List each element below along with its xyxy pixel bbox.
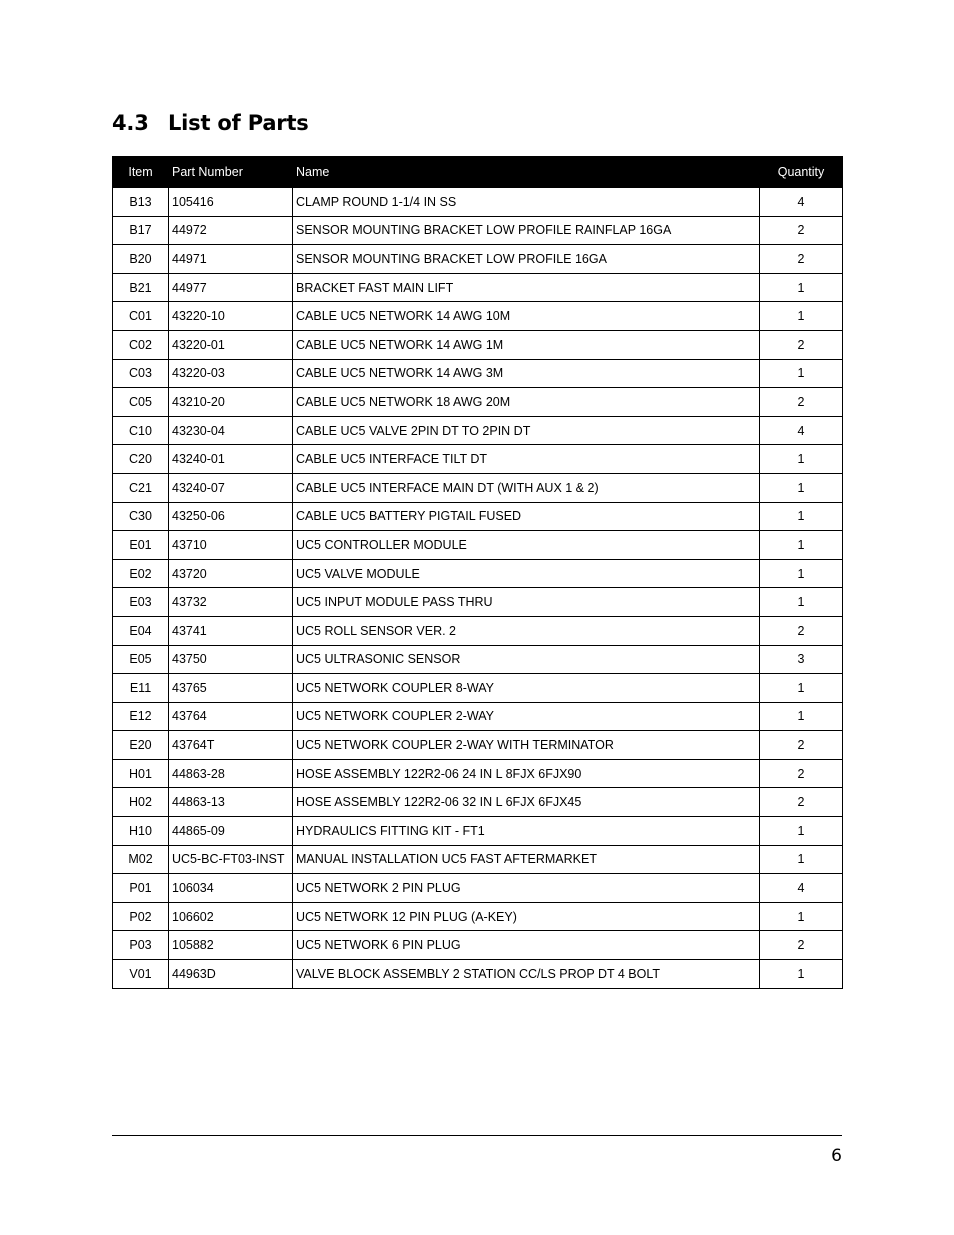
cell-quantity: 1 (760, 817, 843, 846)
cell-name: CABLE UC5 NETWORK 14 AWG 3M (293, 359, 760, 388)
cell-item: P02 (113, 902, 169, 931)
cell-part-number: 44971 (169, 245, 293, 274)
cell-part-number: 43741 (169, 616, 293, 645)
cell-quantity: 2 (760, 216, 843, 245)
cell-item: C03 (113, 359, 169, 388)
table-header-row (113, 157, 843, 188)
cell-part-number: 43240-01 (169, 445, 293, 474)
cell-name: UC5 VALVE MODULE (293, 559, 760, 588)
table-row (113, 273, 843, 302)
cell-quantity: 1 (760, 359, 843, 388)
cell-part-number: 106602 (169, 902, 293, 931)
cell-part-number: 44863-13 (169, 788, 293, 817)
cell-item: E20 (113, 731, 169, 760)
table-row (113, 245, 843, 274)
cell-item: M02 (113, 845, 169, 874)
cell-name: BRACKET FAST MAIN LIFT (293, 273, 760, 302)
cell-name: UC5 ROLL SENSOR VER. 2 (293, 616, 760, 645)
cell-item: E03 (113, 588, 169, 617)
cell-part-number: 105416 (169, 188, 293, 217)
table-row (113, 388, 843, 417)
cell-quantity: 1 (760, 588, 843, 617)
footer-divider (112, 1135, 842, 1136)
cell-name: HOSE ASSEMBLY 122R2-06 32 IN L 6FJX 6FJX45 (293, 788, 760, 817)
cell-name: CABLE UC5 INTERFACE MAIN DT (WITH AUX 1 & 2) (293, 473, 760, 502)
cell-item: E05 (113, 645, 169, 674)
cell-part-number: 43230-04 (169, 416, 293, 445)
cell-item: C10 (113, 416, 169, 445)
table-row (113, 359, 843, 388)
table-row (113, 702, 843, 731)
cell-quantity: 1 (760, 445, 843, 474)
cell-name: CABLE UC5 NETWORK 14 AWG 10M (293, 302, 760, 331)
cell-name: UC5 NETWORK COUPLER 2-WAY WITH TERMINATOR (293, 731, 760, 760)
cell-name: SENSOR MOUNTING BRACKET LOW PROFILE RAINFLAP 16GA (293, 216, 760, 245)
table-row (113, 731, 843, 760)
table-row (113, 902, 843, 931)
cell-name: UC5 NETWORK 12 PIN PLUG (A-KEY) (293, 902, 760, 931)
cell-name: UC5 NETWORK 2 PIN PLUG (293, 874, 760, 903)
header-name: Name (293, 157, 760, 188)
table-row (113, 674, 843, 703)
table-row (113, 931, 843, 960)
cell-quantity: 1 (760, 702, 843, 731)
cell-item: C30 (113, 502, 169, 531)
cell-quantity: 1 (760, 273, 843, 302)
cell-item: H02 (113, 788, 169, 817)
cell-quantity: 1 (760, 559, 843, 588)
cell-quantity: 1 (760, 845, 843, 874)
parts-table (112, 156, 843, 989)
table-row (113, 445, 843, 474)
table-row (113, 559, 843, 588)
table-row (113, 330, 843, 359)
cell-item: C05 (113, 388, 169, 417)
cell-item: P03 (113, 931, 169, 960)
cell-name: CABLE UC5 NETWORK 14 AWG 1M (293, 330, 760, 359)
cell-name: CABLE UC5 INTERFACE TILT DT (293, 445, 760, 474)
cell-part-number: 43240-07 (169, 473, 293, 502)
cell-part-number: 44977 (169, 273, 293, 302)
cell-name: VALVE BLOCK ASSEMBLY 2 STATION CC/LS PROP DT 4 BOLT (293, 960, 760, 989)
cell-item: C21 (113, 473, 169, 502)
cell-item: E12 (113, 702, 169, 731)
cell-quantity: 1 (760, 502, 843, 531)
cell-name: MANUAL INSTALLATION UC5 FAST AFTERMARKET (293, 845, 760, 874)
header-quantity: Quantity (760, 157, 843, 188)
cell-quantity: 2 (760, 388, 843, 417)
cell-quantity: 2 (760, 245, 843, 274)
table-row (113, 845, 843, 874)
table-row (113, 616, 843, 645)
cell-name: CLAMP ROUND 1-1/4 IN SS (293, 188, 760, 217)
section-title: List of Parts (168, 111, 309, 135)
cell-part-number: 43250-06 (169, 502, 293, 531)
cell-name: HOSE ASSEMBLY 122R2-06 24 IN L 8FJX 6FJX90 (293, 759, 760, 788)
cell-part-number: 44972 (169, 216, 293, 245)
cell-name: UC5 NETWORK 6 PIN PLUG (293, 931, 760, 960)
cell-part-number: 43210-20 (169, 388, 293, 417)
cell-part-number: 44863-28 (169, 759, 293, 788)
cell-quantity: 1 (760, 902, 843, 931)
cell-name: UC5 NETWORK COUPLER 8-WAY (293, 674, 760, 703)
cell-item: C20 (113, 445, 169, 474)
cell-name: HYDRAULICS FITTING KIT - FT1 (293, 817, 760, 846)
cell-part-number: 43720 (169, 559, 293, 588)
cell-item: H01 (113, 759, 169, 788)
cell-quantity: 2 (760, 931, 843, 960)
parts-table-body (113, 188, 843, 989)
table-row (113, 588, 843, 617)
cell-item: E04 (113, 616, 169, 645)
cell-part-number: 43764 (169, 702, 293, 731)
cell-quantity: 2 (760, 731, 843, 760)
cell-quantity: 2 (760, 759, 843, 788)
cell-name: UC5 ULTRASONIC SENSOR (293, 645, 760, 674)
table-row (113, 502, 843, 531)
table-row (113, 531, 843, 560)
table-row (113, 874, 843, 903)
cell-quantity: 2 (760, 788, 843, 817)
cell-part-number: UC5-BC-FT03-INST (169, 845, 293, 874)
cell-quantity: 2 (760, 616, 843, 645)
cell-name: UC5 INPUT MODULE PASS THRU (293, 588, 760, 617)
table-row (113, 817, 843, 846)
cell-part-number: 105882 (169, 931, 293, 960)
cell-quantity: 1 (760, 302, 843, 331)
table-row (113, 645, 843, 674)
cell-part-number: 43732 (169, 588, 293, 617)
cell-item: V01 (113, 960, 169, 989)
cell-item: H10 (113, 817, 169, 846)
cell-item: C01 (113, 302, 169, 331)
table-row (113, 416, 843, 445)
cell-quantity: 4 (760, 188, 843, 217)
cell-quantity: 1 (760, 531, 843, 560)
cell-quantity: 1 (760, 473, 843, 502)
cell-item: E02 (113, 559, 169, 588)
cell-part-number: 43220-10 (169, 302, 293, 331)
cell-part-number: 106034 (169, 874, 293, 903)
cell-part-number: 43220-03 (169, 359, 293, 388)
table-row (113, 302, 843, 331)
header-part-number: Part Number (169, 157, 293, 188)
cell-part-number: 43765 (169, 674, 293, 703)
table-row (113, 473, 843, 502)
section-number: 4.3 (112, 111, 149, 135)
cell-item: B21 (113, 273, 169, 302)
page-number: 6 (831, 1146, 842, 1166)
table-row (113, 759, 843, 788)
section-heading (112, 108, 309, 138)
cell-name: UC5 CONTROLLER MODULE (293, 531, 760, 560)
cell-name: CABLE UC5 BATTERY PIGTAIL FUSED (293, 502, 760, 531)
table-row (113, 188, 843, 217)
cell-item: B13 (113, 188, 169, 217)
cell-name: CABLE UC5 VALVE 2PIN DT TO 2PIN DT (293, 416, 760, 445)
cell-quantity: 4 (760, 416, 843, 445)
table-row (113, 216, 843, 245)
cell-quantity: 3 (760, 645, 843, 674)
cell-quantity: 1 (760, 960, 843, 989)
cell-part-number: 43220-01 (169, 330, 293, 359)
cell-quantity: 1 (760, 674, 843, 703)
cell-item: E01 (113, 531, 169, 560)
table-row (113, 788, 843, 817)
cell-part-number: 44963D (169, 960, 293, 989)
cell-quantity: 2 (760, 330, 843, 359)
cell-part-number: 43710 (169, 531, 293, 560)
cell-quantity: 4 (760, 874, 843, 903)
cell-item: B17 (113, 216, 169, 245)
cell-part-number: 43764T (169, 731, 293, 760)
cell-part-number: 43750 (169, 645, 293, 674)
cell-item: C02 (113, 330, 169, 359)
cell-name: CABLE UC5 NETWORK 18 AWG 20M (293, 388, 760, 417)
cell-part-number: 44865-09 (169, 817, 293, 846)
cell-item: P01 (113, 874, 169, 903)
cell-item: B20 (113, 245, 169, 274)
cell-item: E11 (113, 674, 169, 703)
cell-name: UC5 NETWORK COUPLER 2-WAY (293, 702, 760, 731)
table-row (113, 960, 843, 989)
cell-name: SENSOR MOUNTING BRACKET LOW PROFILE 16GA (293, 245, 760, 274)
header-item: Item (113, 157, 169, 188)
